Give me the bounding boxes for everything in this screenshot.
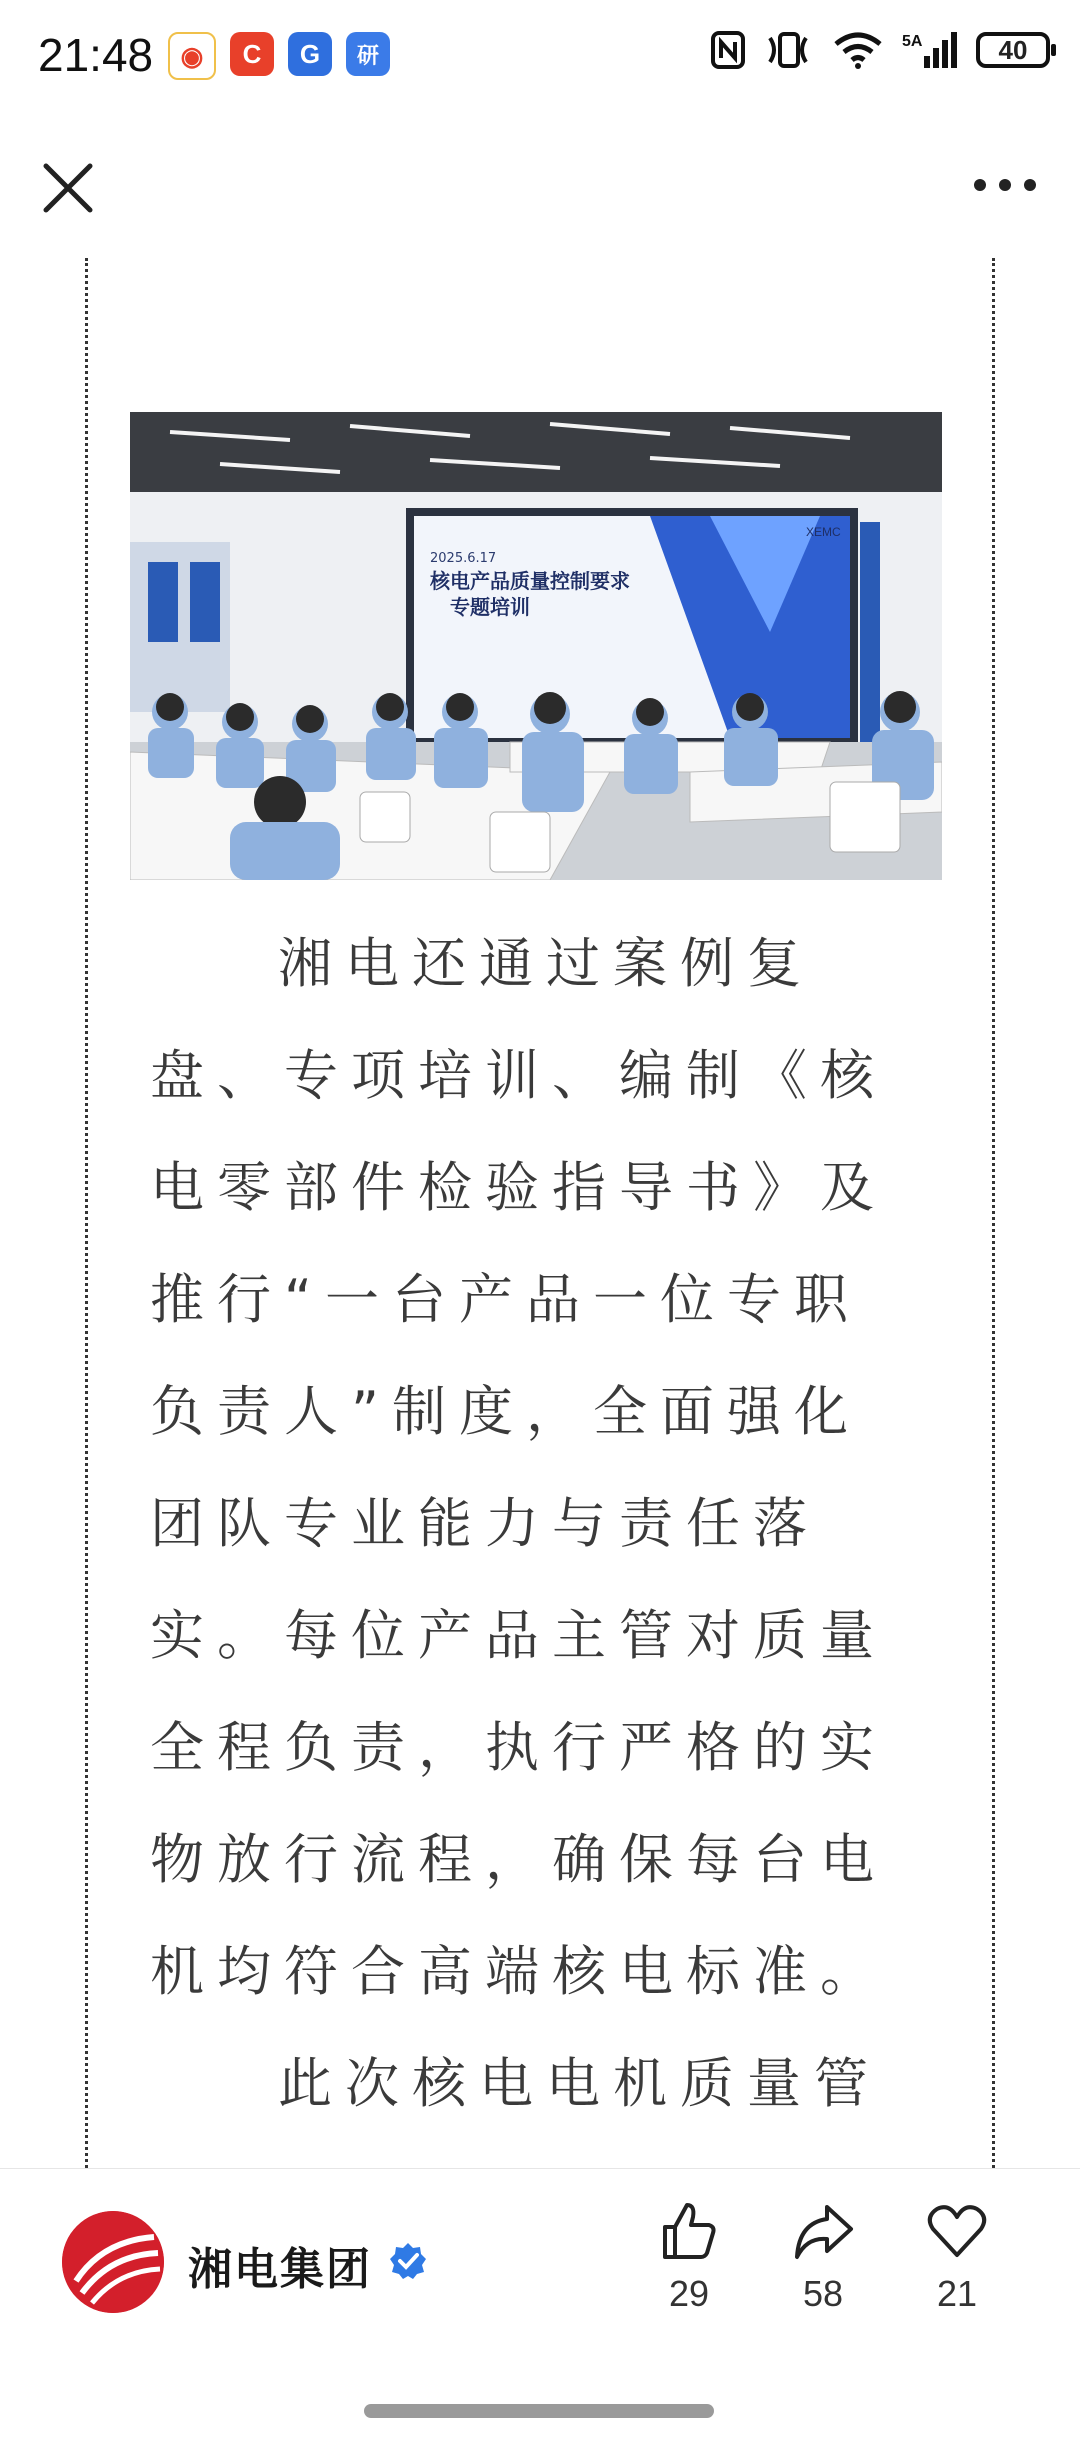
status-time: 21:48 [38,29,154,81]
c-app-icon: C [230,32,274,76]
account-name[interactable]: 湘电集团 [188,2244,372,2295]
more-icon[interactable] [970,165,1040,205]
article-paragraph-1: 湘电还通过案例复盘、专项培训、编制《核电零部件检验指导书》及推行“一台产品一位专职负责人”制度，全面强化团队专业能力与责任落实。每位产品主管对质量全程负责，执行严格的实物放行流程，确保每台电机均符合高端核电标准。 [150,932,887,2003]
g-app-icon: G [288,32,332,76]
verified-badge-icon [388,2241,428,2281]
share-button[interactable] [778,2199,868,2315]
close-icon[interactable] [40,160,96,216]
photo-slide-title: 核电产品质量控制要求 [430,569,630,593]
photo-slide-date: 2025.6.17 [430,551,497,566]
research-app-icon: 研 [346,32,390,76]
share-icon [791,2199,855,2263]
heart-icon [925,2199,989,2263]
favorite-button[interactable] [912,2199,1002,2315]
article-paragraph-2: 此次核电电机质量管 [278,2052,881,2115]
article-photo[interactable] [130,412,942,880]
thumbs-up-icon [657,2199,721,2263]
cellular-signal-icon [902,30,958,70]
status-bar [0,0,1080,110]
wifi-icon [832,30,884,70]
favorite-count: 21 [936,2273,978,2314]
like-count: 29 [668,2273,710,2314]
status-app-icons [168,32,390,80]
weibo-icon: ◉ [168,32,216,80]
nfc-icon [710,30,746,70]
account-avatar[interactable] [62,2211,164,2313]
battery-indicator: 40 [976,32,1050,68]
status-indicators [710,30,1050,70]
photo-brand: XEMC [806,525,841,539]
share-count: 58 [802,2273,844,2314]
svg-text:5A: 5A [902,33,923,50]
home-indicator[interactable] [364,2404,714,2418]
photo-slide-subtitle: 专题培训 [450,595,530,619]
vibrate-icon [764,30,814,70]
like-button[interactable] [644,2199,734,2315]
